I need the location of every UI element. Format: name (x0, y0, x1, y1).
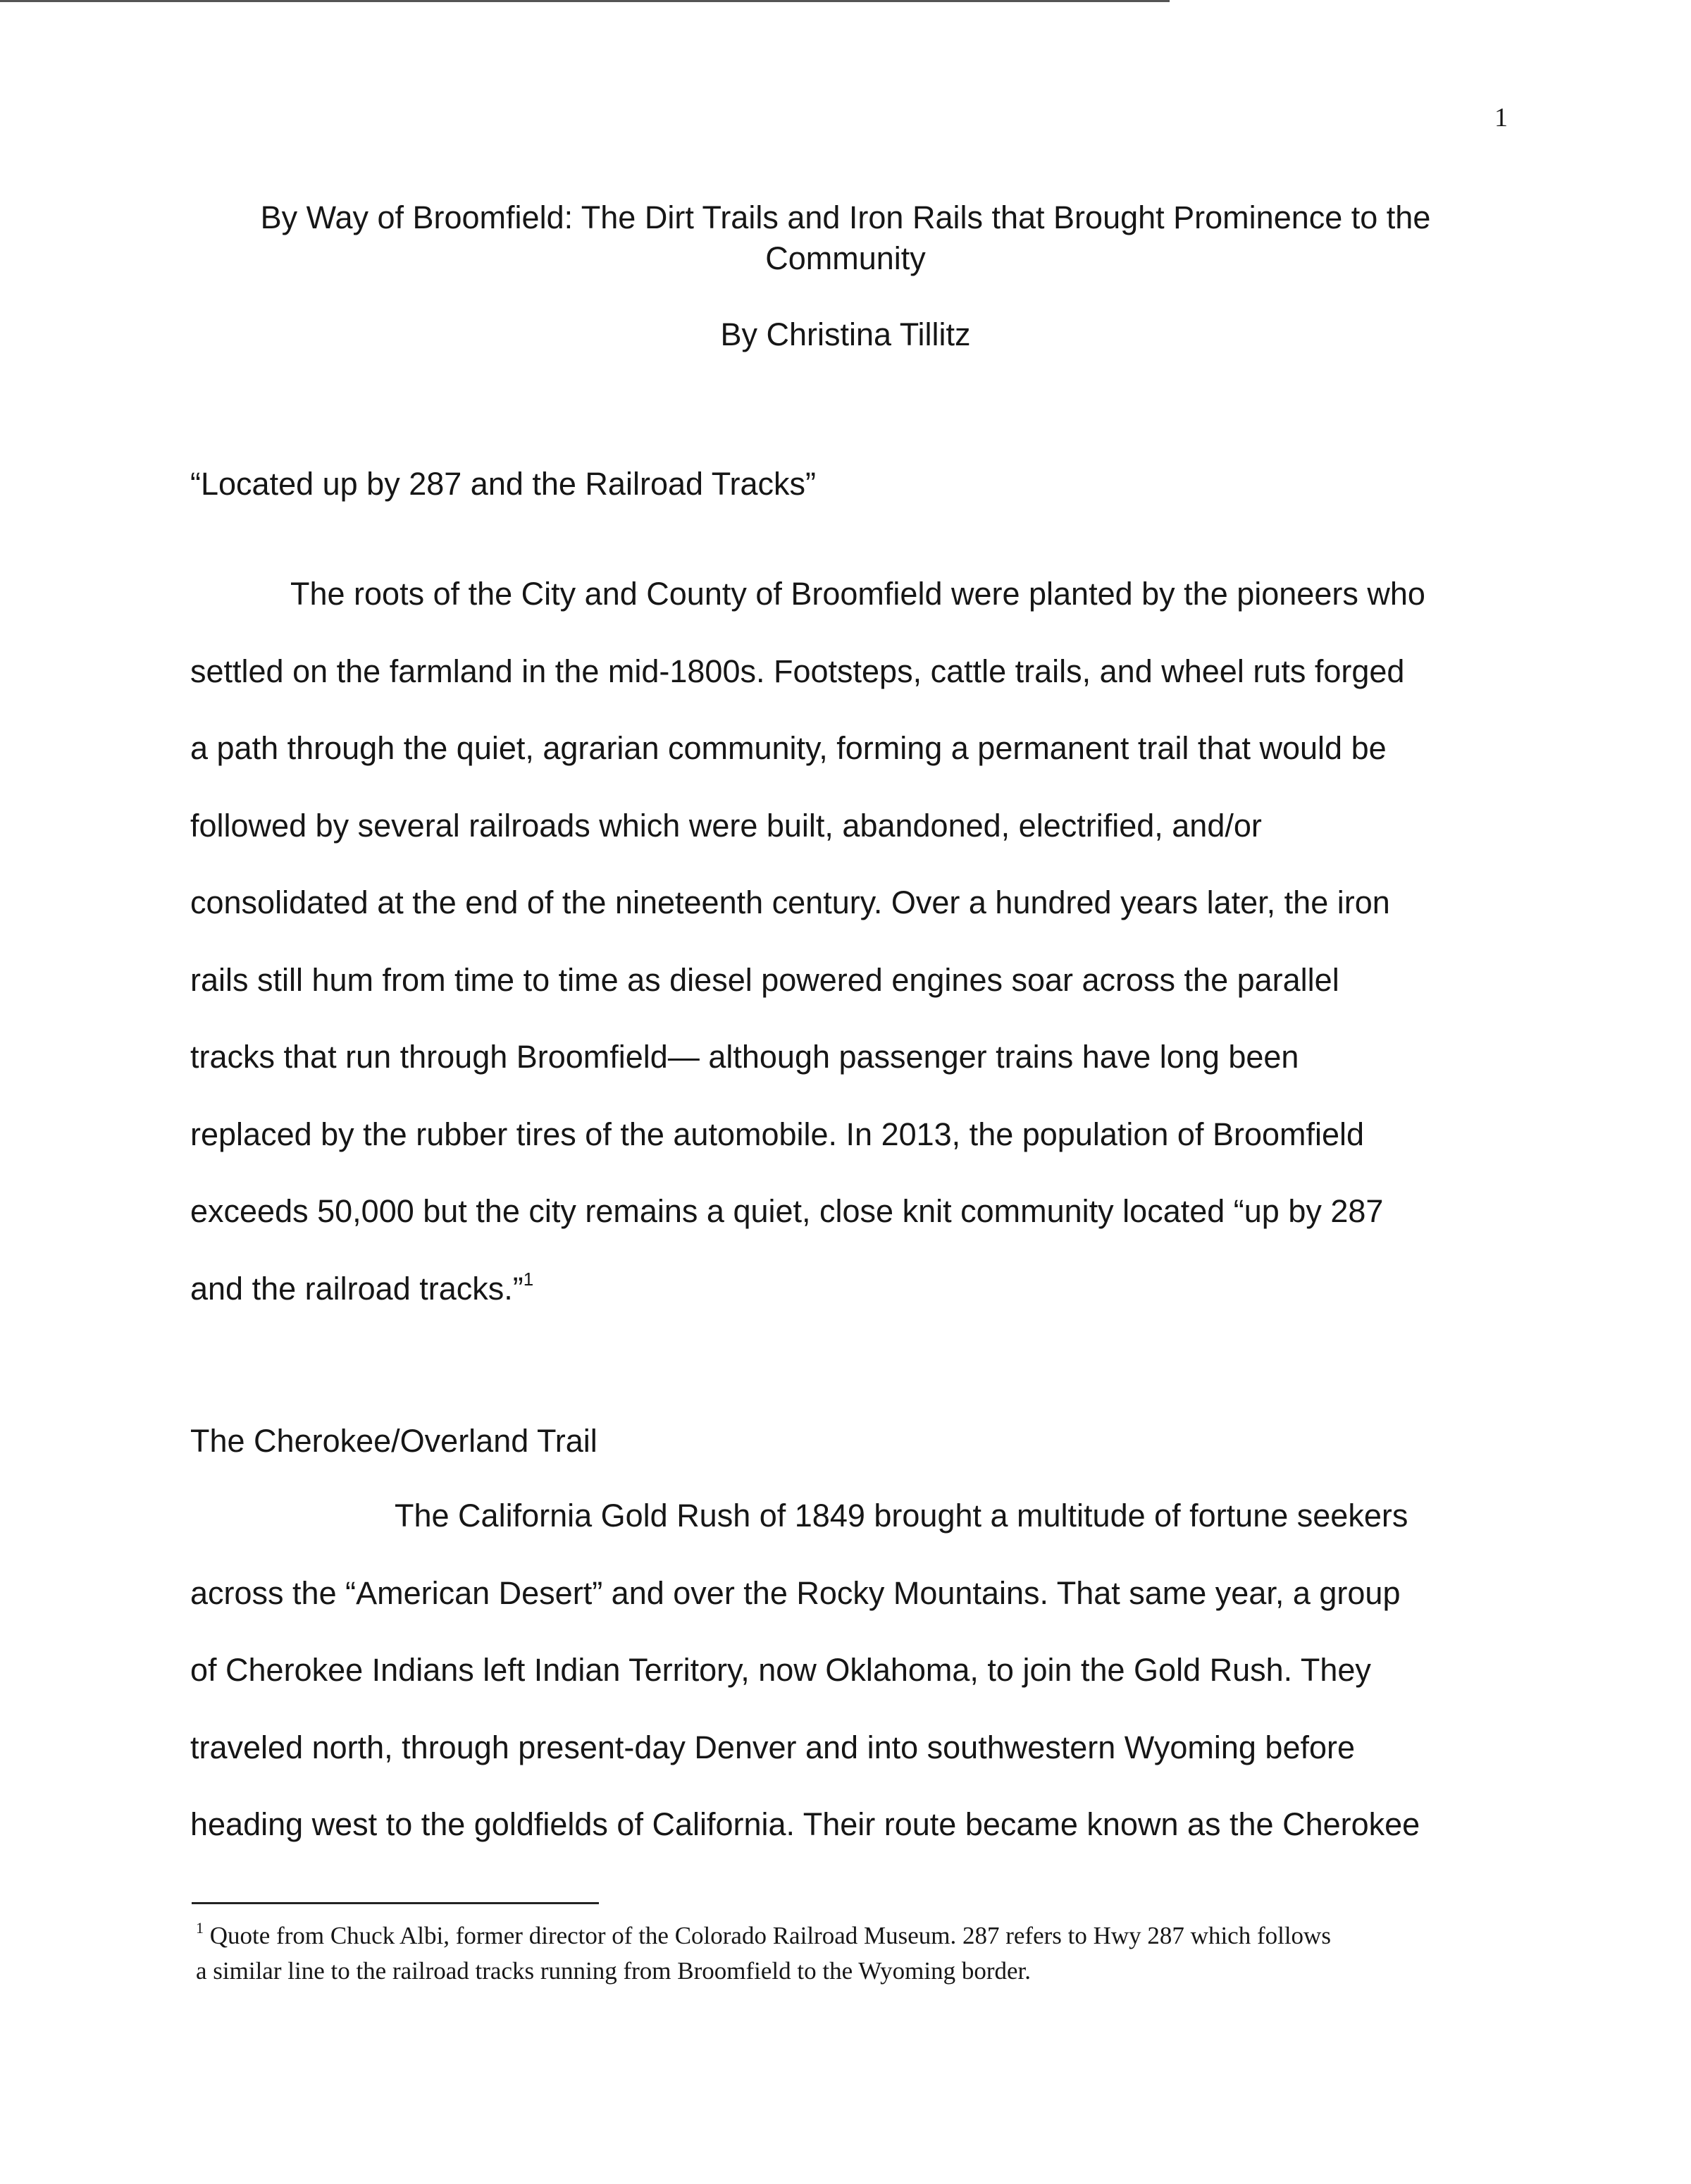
paragraph-line: settled on the farmland in the mid-1800s. Footsteps, cattle trails, and wheel ruts forged (190, 653, 1405, 689)
page-number: 1 (1494, 103, 1508, 132)
paragraph-line: replaced by the rubber tires of the automobile. In 2013, the population of Broomfield (190, 1116, 1365, 1152)
paragraph-broomfield-roots (190, 555, 1509, 1327)
section-heading-cherokee-overland-trail: The Cherokee/Overland Trail (190, 1423, 597, 1459)
author-byline: By Christina Tillitz (720, 316, 971, 352)
document-title (183, 197, 1508, 279)
paragraph-line-text: and the railroad tracks.” (190, 1270, 524, 1307)
paragraph-line: across the “American Desert” and over the Rocky Mountains. That same year, a group (190, 1574, 1401, 1611)
paragraph-line: of Cherokee Indians left Indian Territory, now Oklahoma, to join the Gold Rush. They (190, 1652, 1371, 1688)
scan-top-edge (0, 0, 1170, 2)
paragraph-line-with-footnote (190, 1250, 1509, 1328)
footnote (196, 1918, 1506, 1989)
paragraph-line: heading west to the goldfields of California. Their route became known as the Cherokee (190, 1806, 1420, 1842)
paragraph-line: followed by several railroads which were built, abandoned, electrified, and/or (190, 807, 1262, 844)
paragraph-line: The California Gold Rush of 1849 brought a multitude of fortune seekers (395, 1498, 1408, 1534)
title-line: By Way of Broomfield: The Dirt Trails and Iron Rails that Brought Prominence to the (260, 199, 1431, 235)
section-heading-located-up-by-287: “Located up by 287 and the Railroad Tracks” (190, 466, 817, 502)
paragraph-line: rails still hum from time to time as diesel powered engines soar across the parallel (190, 961, 1339, 998)
paragraph-line: consolidated at the end of the nineteenth century. Over a hundred years later, the iron (190, 884, 1390, 920)
paragraph-gold-rush (190, 1477, 1509, 1863)
footnote-marker: 1 (196, 1919, 204, 1937)
footnote-line: a similar line to the railroad tracks running from Broomfield to the Wyoming border. (196, 1957, 1032, 1985)
footnote-text: Quote from Chuck Albi, former director of the Colorado Railroad Museum. 287 refers to Hwy 287 which follows (209, 1922, 1331, 1949)
footnote-reference[interactable]: 1 (523, 1268, 534, 1290)
paragraph-line: tracks that run through Broomfield— although passenger trains have long been (190, 1039, 1299, 1075)
footnote-line (196, 1918, 1506, 1954)
title-line: Community (765, 240, 926, 276)
paragraph-line: exceeds 50,000 but the city remains a quiet, close knit community located “up by 287 (190, 1193, 1384, 1229)
paragraph-line: The roots of the City and County of Broomfield were planted by the pioneers who (290, 576, 1425, 612)
paragraph-line: a path through the quiet, agrarian community, forming a permanent trail that would be (190, 730, 1387, 766)
footnote-divider (192, 1902, 599, 1904)
paragraph-line: traveled north, through present-day Denver and into southwestern Wyoming before (190, 1729, 1356, 1765)
